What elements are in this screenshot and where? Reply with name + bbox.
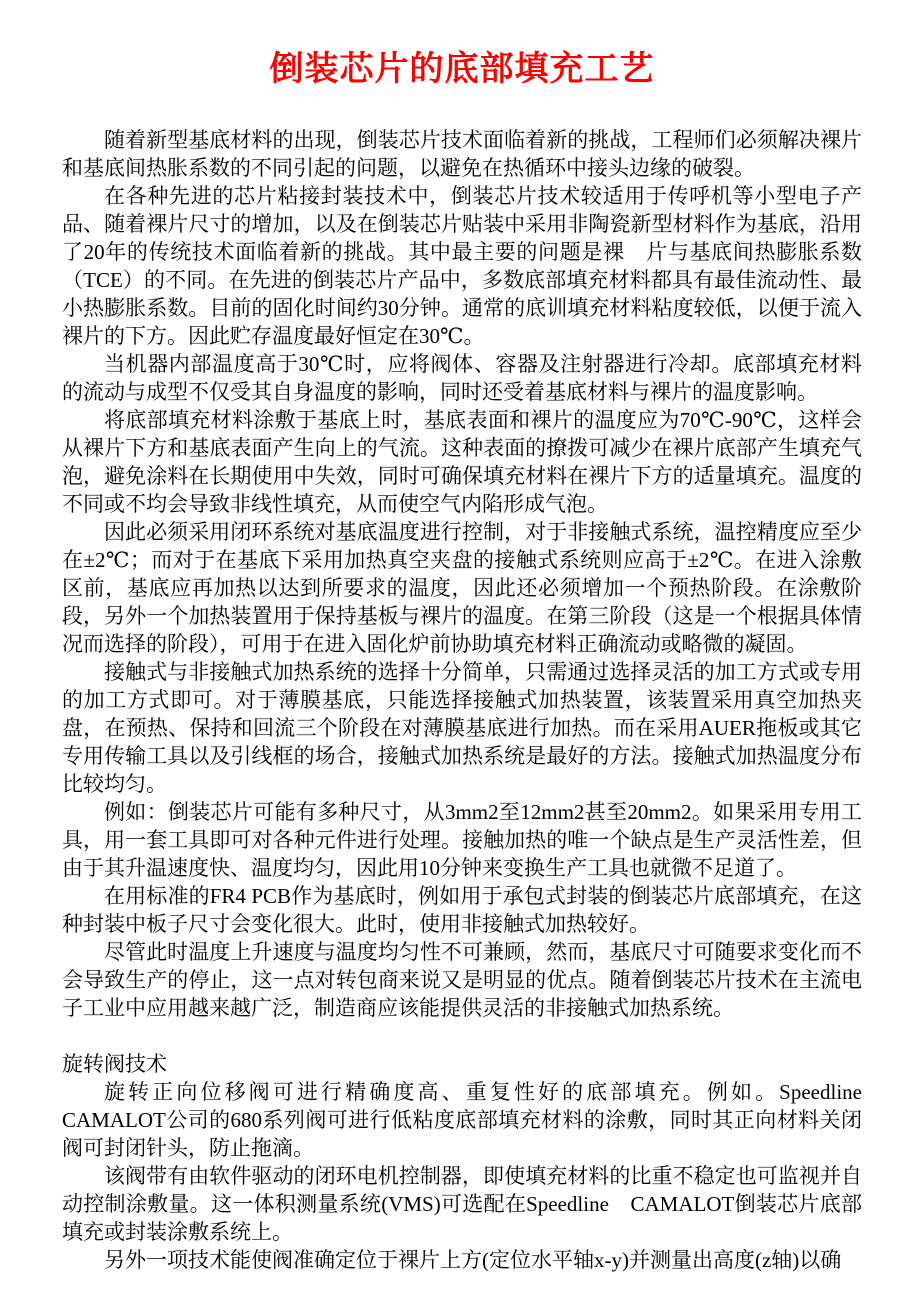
paragraph: 随着新型基底材料的出现，倒装芯片技术面临着新的挑战，工程师们必须解决裸片和基底间热胀系数的不同引起的问题，以避免在热循环中接头边缘的破裂。 — [62, 128, 862, 180]
document-body — [62, 126, 883, 1274]
paragraph: 因此必须采用闭环系统对基底温度进行控制，对于非接触式系统，温控精度应至少在±2℃；而对于在基底下采用加热真空夹盘的接触式系统则应高于±2℃。在进入涂敷区前，基底应再加热以达到所要求的温度，因此还必须增加一个预热阶段。在涂敷阶段，另外一个加热装置用于保持基板与裸片的温度。在第三阶段（这是一个根据具体情况而选择的阶段），可用于在进入固化炉前协助填充材料正确流动或略微的凝固。 — [62, 520, 862, 656]
paragraph: 该阀带有由软件驱动的闭环电机控制器，即使填充材料的比重不稳定也可监视并自动控制涂敷量。这一体积测量系统(VMS)可选配在Speedline CAMALOT倒装芯片底部填充或封装涂敷系统上。 — [62, 1164, 862, 1244]
page-title: 倒装芯片的底部填充工艺 — [269, 50, 655, 88]
paragraph: 尽管此时温度上升速度与温度均匀性不可兼顾，然而，基底尺寸可随要求变化而不会导致生产的停止，这一点对转包商来说又是明显的优点。随着倒装芯片技术在主流电子工业中应用越来越广泛，制造商应该能提供灵活的非接触式加热系统。 — [62, 940, 862, 1020]
paragraph: 另外一项技术能使阀准确定位于裸片上方(定位水平轴x-y)并测量出高度(z轴)以确 — [104, 1248, 842, 1272]
paragraph: 旋转正向位移阀可进行精确度高、重复性好的底部填充。例如。Speedline CAMALOT公司的680系列阀可进行低粘度底部填充材料的涂敷，同时其正向材料关闭阀可封闭针头，防止拖滴。 — [62, 1080, 883, 1160]
paragraph: 例如：倒装芯片可能有多种尺寸，从3mm2至12mm2甚至20mm2。如果采用专用工具，用一套工具即可对各种元件进行处理。接触加热的唯一个缺点是生产灵活性差，但由于其升温速度快、温度均匀，因此用10分钟来变换生产工具也就微不足道了。 — [62, 800, 862, 880]
paragraph: 在各种先进的芯片粘接封装技术中，倒装芯片技术较适用于传呼机等小型电子产品、随着裸片尺寸的增加，以及在倒装芯片贴装中采用非陶瓷新型材料作为基底，沿用了20年的传统技术面临着新的挑战。其中最主要的问题是裸 片与基底间热膨胀系数（TCE）的不同。在先进的倒装芯片产品中，多数底部填充材料都具有最佳流动性、最小热膨胀系数。目前的固化时间约30分钟。通常的底训填充材料粘度较低，以便于流入裸片的下方。因此贮存温度最好恒定在30℃。 — [62, 184, 862, 348]
paragraph: 当机器内部温度高于30℃时，应将阀体、容器及注射器进行冷却。底部填充材料的流动与成型不仅受其自身温度的影响，同时还受着基底材料与裸片的温度影响。 — [62, 352, 862, 404]
section-heading: 旋转阀技术 — [62, 1052, 167, 1076]
paragraph: 将底部填充材料涂敷于基底上时，基底表面和裸片的温度应为70℃-90℃，这样会从裸片下方和基底表面产生向上的气流。这种表面的撩拨可减少在裸片底部产生填充气泡，避免涂料在长期使用中失效，同时可确保填充材料在裸片下方的适量填充。温度的不同或不均会导致非线性填充，从而使空气内陷形成气泡。 — [62, 408, 862, 516]
paragraph: 接触式与非接触式加热系统的选择十分简单，只需通过选择灵活的加工方式或专用的加工方式即可。对于薄膜基底，只能选择接触式加热装置，该装置采用真空加热夹盘，在预热、保持和回流三个阶段在对薄膜基底进行加热。而在采用AUER拖板或其它专用传输工具以及引线框的场合，接触式加热系统是最好的方法。接触式加热温度分布比较均匀。 — [62, 660, 862, 796]
paragraph: 在用标准的FR4 PCB作为基底时，例如用于承包式封装的倒装芯片底部填充，在这种封装中板子尺寸会变化很大。此时，使用非接触式加热较好。 — [62, 884, 862, 936]
